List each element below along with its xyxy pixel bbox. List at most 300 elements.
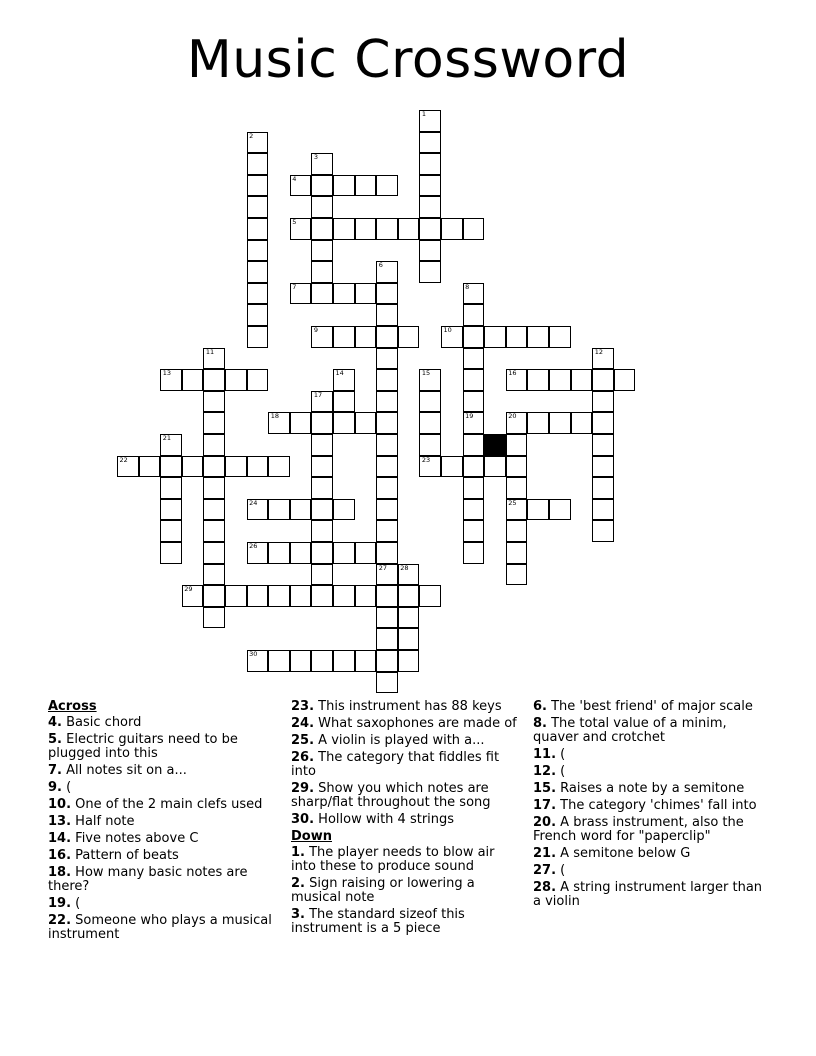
grid-cell[interactable] bbox=[463, 542, 485, 564]
grid-cell[interactable] bbox=[203, 607, 225, 629]
across-clue bbox=[48, 914, 280, 942]
across-clue bbox=[48, 764, 280, 778]
grid-cell[interactable] bbox=[592, 477, 614, 499]
clue-number-label: 3. bbox=[291, 907, 305, 922]
grid-cell[interactable] bbox=[290, 412, 312, 434]
grid-cell[interactable] bbox=[311, 261, 333, 283]
clue-text: ( bbox=[556, 747, 566, 762]
grid-cell[interactable] bbox=[311, 240, 333, 262]
grid-cell[interactable] bbox=[333, 283, 355, 305]
grid-cell[interactable] bbox=[441, 218, 463, 240]
clue-number-label: 13. bbox=[48, 814, 72, 829]
grid-cell[interactable] bbox=[355, 326, 377, 348]
grid-cell[interactable] bbox=[247, 153, 269, 175]
grid-cell[interactable] bbox=[247, 369, 269, 391]
grid-cell[interactable] bbox=[527, 412, 549, 434]
grid-cell[interactable] bbox=[268, 456, 290, 478]
clue-number-label: 9. bbox=[48, 780, 62, 795]
grid-cell[interactable] bbox=[463, 326, 485, 348]
clue-number: 11 bbox=[205, 347, 215, 356]
grid-cell[interactable] bbox=[592, 456, 614, 478]
grid-cell[interactable] bbox=[311, 434, 333, 456]
clue-number-label: 12. bbox=[533, 764, 557, 779]
grid-cell[interactable] bbox=[592, 434, 614, 456]
grid-cell[interactable] bbox=[376, 412, 398, 434]
grid-cell[interactable] bbox=[355, 585, 377, 607]
grid-cell[interactable] bbox=[419, 153, 441, 175]
grid-cell[interactable] bbox=[506, 542, 528, 564]
grid-cell[interactable] bbox=[247, 261, 269, 283]
clue-number: 3 bbox=[313, 153, 319, 162]
grid-cell[interactable] bbox=[247, 132, 269, 154]
grid-cell[interactable] bbox=[311, 196, 333, 218]
grid-cell[interactable] bbox=[376, 542, 398, 564]
clue-number-label: 30. bbox=[291, 812, 315, 827]
clue-number: 21 bbox=[162, 434, 171, 442]
clue-text: Someone who plays a musical instrument bbox=[48, 913, 272, 942]
grid-cell[interactable] bbox=[463, 434, 485, 456]
clue-number: 10 bbox=[443, 326, 452, 334]
clue-number: 16 bbox=[508, 369, 517, 378]
grid-cell[interactable] bbox=[203, 564, 225, 586]
grid-cell[interactable] bbox=[247, 650, 269, 672]
grid-cell[interactable] bbox=[311, 456, 333, 478]
clue-number-label: 19. bbox=[48, 896, 72, 911]
grid-cell[interactable] bbox=[311, 564, 333, 586]
grid-cell[interactable] bbox=[419, 434, 441, 456]
grid-cell[interactable] bbox=[376, 175, 398, 197]
grid-cell[interactable] bbox=[290, 585, 312, 607]
clue-text: ( bbox=[556, 863, 566, 878]
clue-text: ( bbox=[556, 764, 566, 779]
grid-cell[interactable] bbox=[333, 369, 355, 391]
grid-cell[interactable] bbox=[160, 434, 182, 456]
grid-cell[interactable] bbox=[376, 585, 398, 607]
clue-number-label: 25. bbox=[291, 733, 315, 748]
clue-number-label: 2. bbox=[291, 876, 305, 891]
grid-cell[interactable] bbox=[592, 391, 614, 413]
clue-number: 19 bbox=[465, 412, 474, 421]
clue-number: 26 bbox=[249, 542, 258, 550]
clue-number: 18 bbox=[270, 412, 279, 421]
clue-text: A brass instrument, also the French word for "paperclip" bbox=[533, 815, 744, 844]
grid-cell[interactable] bbox=[160, 499, 182, 521]
grid-cell[interactable] bbox=[333, 391, 355, 413]
grid-cell[interactable] bbox=[225, 456, 247, 478]
grid-cell[interactable] bbox=[139, 456, 161, 478]
grid-cell[interactable] bbox=[333, 218, 355, 240]
clue-number-label: 18. bbox=[48, 865, 72, 880]
grid-cell[interactable] bbox=[247, 196, 269, 218]
grid-cell[interactable] bbox=[268, 650, 290, 672]
grid-cell[interactable] bbox=[419, 240, 441, 262]
grid-cell[interactable] bbox=[398, 650, 420, 672]
clue-number-label: 22. bbox=[48, 913, 72, 928]
grid-cell[interactable] bbox=[160, 369, 182, 391]
grid-cell[interactable] bbox=[311, 585, 333, 607]
grid-cell[interactable] bbox=[398, 607, 420, 629]
clue-number-label: 27. bbox=[533, 863, 557, 878]
grid-cell[interactable] bbox=[268, 499, 290, 521]
grid-cell[interactable] bbox=[463, 369, 485, 391]
grid-cell[interactable] bbox=[290, 175, 312, 197]
clue-number: 6 bbox=[378, 261, 383, 270]
down-clue bbox=[533, 816, 765, 844]
grid-cell[interactable] bbox=[376, 499, 398, 521]
grid-cell[interactable] bbox=[333, 585, 355, 607]
grid-cell[interactable] bbox=[376, 326, 398, 348]
clue-number-label: 28. bbox=[533, 880, 557, 895]
across-clue bbox=[291, 751, 523, 779]
down-clue bbox=[291, 846, 523, 874]
grid-cell[interactable] bbox=[247, 218, 269, 240]
grid-cell[interactable] bbox=[441, 326, 463, 348]
clue-number: 24 bbox=[249, 498, 258, 507]
down-clue bbox=[291, 877, 523, 905]
grid-cell[interactable] bbox=[203, 456, 225, 478]
grid-cell[interactable] bbox=[355, 218, 377, 240]
grid-cell[interactable] bbox=[247, 175, 269, 197]
clue-number: 30 bbox=[249, 650, 258, 658]
grid-cell[interactable] bbox=[398, 218, 420, 240]
grid-cell[interactable] bbox=[203, 477, 225, 499]
grid-cell[interactable] bbox=[311, 218, 333, 240]
clue-number-label: 14. bbox=[48, 831, 72, 846]
down-clue bbox=[533, 782, 765, 796]
grid-cell[interactable] bbox=[247, 542, 269, 564]
clue-text: The standard sizeof this instrument is a 5 piece bbox=[291, 907, 465, 936]
grid-cell[interactable] bbox=[376, 520, 398, 542]
clue-text: Basic chord bbox=[61, 715, 142, 730]
across-clue bbox=[48, 849, 280, 863]
grid-cell[interactable] bbox=[290, 283, 312, 305]
clue-text: A violin is played with a... bbox=[314, 733, 485, 748]
grid-cell[interactable] bbox=[355, 283, 377, 305]
grid-cell[interactable] bbox=[203, 520, 225, 542]
grid-cell[interactable] bbox=[203, 542, 225, 564]
grid-cell[interactable] bbox=[419, 585, 441, 607]
grid-cell[interactable] bbox=[463, 520, 485, 542]
clue-number-label: 23. bbox=[291, 699, 315, 714]
grid-cell[interactable] bbox=[311, 175, 333, 197]
down-clue bbox=[291, 908, 523, 936]
clue-number: 9 bbox=[313, 326, 319, 334]
clue-number: 22 bbox=[119, 455, 128, 464]
grid-cell[interactable] bbox=[203, 434, 225, 456]
across-clue bbox=[48, 781, 280, 795]
grid-cell[interactable] bbox=[247, 304, 269, 326]
grid-cell[interactable] bbox=[506, 564, 528, 586]
grid-cell[interactable] bbox=[160, 477, 182, 499]
clue-number: 7 bbox=[292, 282, 297, 291]
clue-number-label: 6. bbox=[533, 699, 547, 714]
grid-cell[interactable] bbox=[311, 520, 333, 542]
clue-text: ( bbox=[61, 780, 72, 795]
grid-cell[interactable] bbox=[419, 369, 441, 391]
clue-text: A semitone below G bbox=[556, 846, 691, 861]
clue-number: 28 bbox=[400, 563, 409, 572]
across-clue bbox=[291, 717, 523, 731]
grid-cell[interactable] bbox=[571, 369, 593, 391]
grid-cell[interactable] bbox=[463, 304, 485, 326]
grid-cell[interactable] bbox=[376, 434, 398, 456]
grid-cell[interactable] bbox=[268, 542, 290, 564]
grid-cell[interactable] bbox=[376, 218, 398, 240]
clue-number: 25 bbox=[508, 498, 517, 507]
grid-cell[interactable] bbox=[527, 326, 549, 348]
clue-number-label: 1. bbox=[291, 845, 305, 860]
grid-cell[interactable] bbox=[376, 650, 398, 672]
grid-cell[interactable] bbox=[247, 585, 269, 607]
grid-cell[interactable] bbox=[247, 499, 269, 521]
grid-cell[interactable] bbox=[419, 261, 441, 283]
grid-cell[interactable] bbox=[527, 369, 549, 391]
grid-cell[interactable] bbox=[376, 348, 398, 370]
grid-cell[interactable] bbox=[290, 542, 312, 564]
grid-cell[interactable] bbox=[376, 391, 398, 413]
grid-cell[interactable] bbox=[355, 175, 377, 197]
across-clue bbox=[291, 700, 523, 714]
across-clue bbox=[48, 832, 280, 846]
grid-cell[interactable] bbox=[311, 412, 333, 434]
grid-cell[interactable] bbox=[203, 585, 225, 607]
across-clue bbox=[48, 815, 280, 829]
grid-cell[interactable] bbox=[203, 369, 225, 391]
grid-cell[interactable] bbox=[463, 456, 485, 478]
clues-column-2 bbox=[291, 700, 523, 939]
grid-cell[interactable] bbox=[506, 326, 528, 348]
grid-cell[interactable] bbox=[549, 369, 571, 391]
grid-cell[interactable] bbox=[333, 412, 355, 434]
grid-cell[interactable] bbox=[527, 499, 549, 521]
grid-cell[interactable] bbox=[268, 585, 290, 607]
across-clue bbox=[291, 813, 523, 827]
across-clue bbox=[48, 897, 280, 911]
grid-cell[interactable] bbox=[419, 196, 441, 218]
grid-cell[interactable] bbox=[549, 412, 571, 434]
grid-cell[interactable] bbox=[506, 456, 528, 478]
clue-number: 14 bbox=[335, 369, 344, 378]
grid-cell[interactable] bbox=[463, 477, 485, 499]
grid-cell[interactable] bbox=[247, 283, 269, 305]
across-clue bbox=[48, 798, 280, 812]
grid-cell[interactable] bbox=[376, 456, 398, 478]
grid-cell[interactable] bbox=[419, 412, 441, 434]
clue-text: Hollow with 4 strings bbox=[314, 812, 455, 827]
clue-number: 5 bbox=[292, 218, 297, 226]
clue-number-label: 11. bbox=[533, 747, 557, 762]
grid-cell[interactable] bbox=[376, 564, 398, 586]
grid-cell[interactable] bbox=[506, 520, 528, 542]
grid-cell[interactable] bbox=[203, 499, 225, 521]
grid-cell[interactable] bbox=[203, 412, 225, 434]
clue-number: 1 bbox=[421, 110, 427, 118]
clue-text: Half note bbox=[71, 814, 135, 829]
grid-cell[interactable] bbox=[355, 650, 377, 672]
grid-cell[interactable] bbox=[333, 499, 355, 521]
grid-cell[interactable] bbox=[398, 326, 420, 348]
grid-cell[interactable] bbox=[290, 218, 312, 240]
grid-cell[interactable] bbox=[376, 672, 398, 694]
grid-cell[interactable] bbox=[160, 542, 182, 564]
grid-cell[interactable] bbox=[463, 348, 485, 370]
grid-cell[interactable] bbox=[484, 456, 506, 478]
clue-number-label: 21. bbox=[533, 846, 557, 861]
grid-cell[interactable] bbox=[419, 175, 441, 197]
grid-cell[interactable] bbox=[290, 650, 312, 672]
grid-cell[interactable] bbox=[333, 650, 355, 672]
grid-cell[interactable] bbox=[376, 261, 398, 283]
clue-number: 17 bbox=[313, 390, 323, 399]
grid-cell[interactable] bbox=[592, 520, 614, 542]
clue-number-label: 26. bbox=[291, 750, 315, 765]
across-clue bbox=[48, 716, 280, 730]
clue-number: 15 bbox=[421, 369, 431, 378]
clue-number-label: 24. bbox=[291, 716, 315, 731]
grid-cell[interactable] bbox=[398, 564, 420, 586]
grid-cell[interactable] bbox=[463, 499, 485, 521]
clue-text: Five notes above C bbox=[71, 831, 199, 846]
grid-cell[interactable] bbox=[463, 283, 485, 305]
across-heading: Across bbox=[48, 699, 97, 714]
clue-text: The category 'chimes' fall into bbox=[556, 798, 757, 813]
black-cell bbox=[484, 434, 506, 456]
down-heading: Down bbox=[291, 829, 332, 844]
clue-text: This instrument has 88 keys bbox=[314, 699, 502, 714]
clue-number-label: 29. bbox=[291, 781, 315, 796]
grid-cell[interactable] bbox=[203, 348, 225, 370]
grid-cell[interactable] bbox=[268, 412, 290, 434]
clue-number: 23 bbox=[421, 455, 431, 464]
grid-cell[interactable] bbox=[441, 456, 463, 478]
clue-number: 29 bbox=[184, 585, 193, 594]
grid-cell[interactable] bbox=[117, 456, 139, 478]
down-clue bbox=[533, 748, 765, 762]
clue-number: 13 bbox=[162, 369, 171, 378]
grid-cell[interactable] bbox=[614, 369, 636, 391]
grid-cell[interactable] bbox=[311, 542, 333, 564]
clue-number: 2 bbox=[249, 131, 254, 140]
grid-cell[interactable] bbox=[549, 326, 571, 348]
clue-number-label: 7. bbox=[48, 763, 62, 778]
across-clue bbox=[48, 866, 280, 894]
clue-number: 8 bbox=[465, 282, 470, 291]
grid-cell[interactable] bbox=[592, 369, 614, 391]
grid-cell[interactable] bbox=[311, 283, 333, 305]
clue-number-label: 10. bbox=[48, 797, 72, 812]
grid-cell[interactable] bbox=[592, 499, 614, 521]
grid-cell[interactable] bbox=[592, 348, 614, 370]
down-clue bbox=[533, 864, 765, 878]
grid-cell[interactable] bbox=[311, 477, 333, 499]
clue-number: 27 bbox=[378, 563, 387, 572]
clue-number-label: 20. bbox=[533, 815, 557, 830]
grid-cell[interactable] bbox=[247, 456, 269, 478]
clue-number-label: 5. bbox=[48, 732, 62, 747]
down-clue bbox=[533, 700, 765, 714]
grid-cell[interactable] bbox=[160, 520, 182, 542]
grid-cell[interactable] bbox=[506, 434, 528, 456]
grid-cell[interactable] bbox=[419, 456, 441, 478]
grid-cell[interactable] bbox=[571, 412, 593, 434]
clue-text: One of the 2 main clefs used bbox=[71, 797, 263, 812]
grid-cell[interactable] bbox=[463, 391, 485, 413]
grid-cell[interactable] bbox=[419, 391, 441, 413]
clue-number-label: 16. bbox=[48, 848, 72, 863]
grid-cell[interactable] bbox=[311, 153, 333, 175]
clue-text: The 'best friend' of major scale bbox=[546, 699, 753, 714]
across-clue bbox=[291, 782, 523, 810]
grid-cell[interactable] bbox=[247, 326, 269, 348]
grid-cell[interactable] bbox=[398, 628, 420, 650]
grid-cell[interactable] bbox=[549, 499, 571, 521]
down-clue bbox=[533, 717, 765, 745]
grid-cell[interactable] bbox=[203, 391, 225, 413]
grid-cell[interactable] bbox=[398, 585, 420, 607]
down-clue bbox=[533, 765, 765, 779]
grid-cell[interactable] bbox=[247, 240, 269, 262]
grid-cell[interactable] bbox=[225, 585, 247, 607]
puzzle-title: Music Crossword bbox=[186, 30, 630, 90]
clue-number-label: 4. bbox=[48, 715, 62, 730]
grid-cell[interactable] bbox=[376, 628, 398, 650]
grid-cell[interactable] bbox=[333, 326, 355, 348]
grid-cell[interactable] bbox=[290, 499, 312, 521]
clue-number: 4 bbox=[292, 174, 297, 183]
grid-cell[interactable] bbox=[506, 369, 528, 391]
clue-text: How many basic notes are there? bbox=[48, 865, 248, 894]
grid-cell[interactable] bbox=[182, 369, 204, 391]
grid-cell[interactable] bbox=[376, 283, 398, 305]
clue-text: ( bbox=[71, 896, 81, 911]
grid-cell[interactable] bbox=[506, 499, 528, 521]
grid-cell[interactable] bbox=[333, 175, 355, 197]
grid-cell[interactable] bbox=[376, 477, 398, 499]
grid-cell[interactable] bbox=[463, 412, 485, 434]
grid-cell[interactable] bbox=[355, 412, 377, 434]
clue-number: 12 bbox=[594, 347, 603, 356]
grid-cell[interactable] bbox=[376, 369, 398, 391]
clue-text: A string instrument larger than a violin bbox=[533, 880, 763, 909]
clue-text: Electric guitars need to be plugged into this bbox=[48, 732, 238, 761]
grid-cell[interactable] bbox=[592, 412, 614, 434]
grid-cell[interactable] bbox=[376, 304, 398, 326]
clue-text: Sign raising or lowering a musical note bbox=[291, 876, 475, 905]
clue-number-label: 15. bbox=[533, 781, 557, 796]
clue-number-label: 17. bbox=[533, 798, 557, 813]
down-clue bbox=[533, 881, 765, 909]
grid-cell[interactable] bbox=[311, 650, 333, 672]
grid-cell[interactable] bbox=[355, 542, 377, 564]
grid-cell[interactable] bbox=[419, 218, 441, 240]
grid-cell[interactable] bbox=[182, 585, 204, 607]
grid-cell[interactable] bbox=[484, 326, 506, 348]
grid-cell[interactable] bbox=[311, 499, 333, 521]
grid-cell[interactable] bbox=[311, 391, 333, 413]
grid-cell[interactable] bbox=[376, 607, 398, 629]
grid-cell[interactable] bbox=[311, 326, 333, 348]
grid-cell[interactable] bbox=[333, 542, 355, 564]
grid-cell[interactable] bbox=[506, 412, 528, 434]
grid-cell[interactable] bbox=[225, 369, 247, 391]
grid-cell[interactable] bbox=[160, 456, 182, 478]
grid-cell[interactable] bbox=[182, 456, 204, 478]
down-clue bbox=[533, 799, 765, 813]
grid-cell[interactable] bbox=[419, 132, 441, 154]
grid-cell[interactable] bbox=[419, 110, 441, 132]
grid-cell[interactable] bbox=[506, 477, 528, 499]
grid-cell[interactable] bbox=[463, 218, 485, 240]
